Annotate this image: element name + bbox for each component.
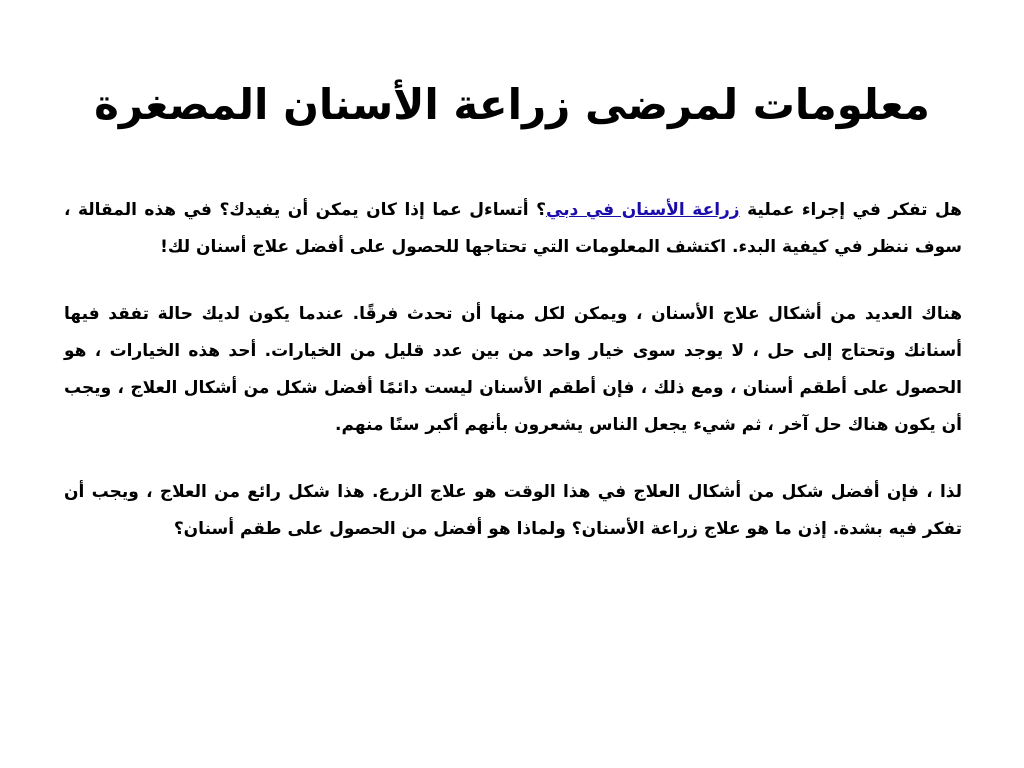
- paragraph-treatment-options: هناك العديد من أشكال علاج الأسنان ، ويمكن لكل منها أن تحدث فرقًا. عندما يكون لديك حالة تفقد فيها أسنانك وتحتاج إلى حل ، لا يوجد سوى خيار واحد من بين عدد قليل من الخيارات. أحد هذه الخيارات ، هو الحصول على أطقم أسنان ، ومع ذلك ، فإن أطقم الأسنان ليست دائمًا أفضل شكل من أشكال العلاج ، ويجب أن يكون هناك حل آخر ، ثم شيء يجعل الناس يشعرون بأنهم أكبر سنًا منهم.: [64, 304, 962, 435]
- dental-implants-dubai-link[interactable]: زراعة الأسنان في دبي: [546, 200, 740, 220]
- paragraph-intro: [64, 192, 962, 266]
- paragraph-implant-treatment: لذا ، فإن أفضل شكل من أشكال العلاج في هذا الوقت هو علاج الزرع. هذا شكل رائع من العلاج ، ويجب أن تفكر فيه بشدة. إذن ما هو علاج زراعة الأسنان؟ ولماذا هو أفضل من الحصول على طقم أسنان؟: [64, 482, 962, 539]
- slide-content: [64, 192, 962, 578]
- paragraph-intro-text-start: هل تفكر في إجراء عملية: [739, 200, 962, 220]
- slide-title: معلومات لمرضى زراعة الأسنان المصغرة: [94, 80, 930, 130]
- paragraph-intro-text-end: ؟ أتساءل عما إذا كان يمكن أن يفيدك؟ في هذه المقالة ، سوف ننظر في كيفية البدء. اكتشف المعلومات التي تحتاجها للحصول على أفضل علاج أسنان لك!: [64, 200, 962, 257]
